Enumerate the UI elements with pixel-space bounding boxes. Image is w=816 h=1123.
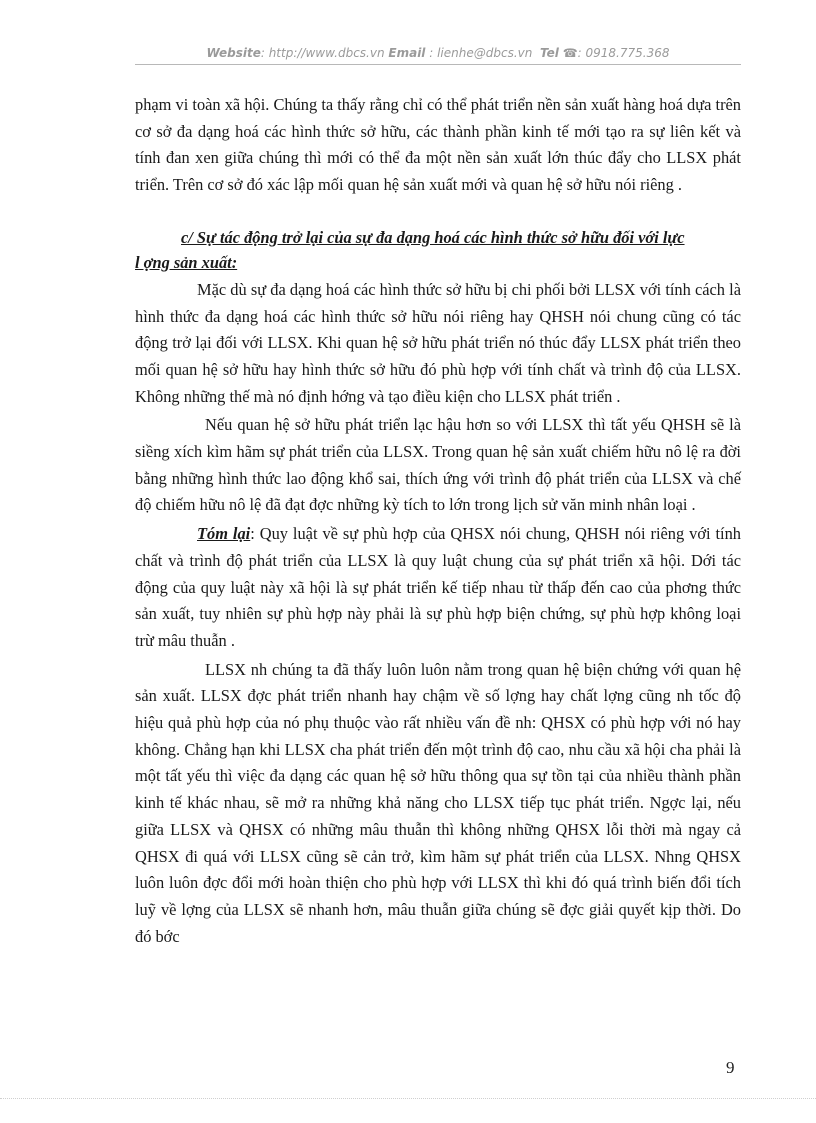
website-label: Website	[206, 46, 261, 60]
section-heading-line-2: l ợng sản xuất:	[135, 252, 238, 272]
section-heading-line-1: c/ Sự tác động trở lại của sự đa dạng hoá các hình thức sở hữu đối với lực	[181, 227, 685, 247]
page-header	[135, 46, 741, 65]
summary-text: : Quy luật về sự phù hợp của QHSX nói chung, QHSH nói riêng với tính chất và trình độ phát triển của LLSX là quy luật chung của sự phát triển xã hội. Dới tác động của quy luật này xã hội là sự phát triển kế tiếp nhau từ thấp đến cao của phơng thức sản xuất, tuy nhiên sự phù hợp này phải là sự phù hợp biện chứng, sự phù hợp không loại trừ mâu thuẫn .	[135, 524, 742, 650]
tel-label: Tel	[539, 46, 559, 60]
document-body	[135, 92, 741, 950]
footer-divider	[0, 1098, 816, 1099]
paragraph-5: LLSX nh chúng ta đã thấy luôn luôn nằm trong quan hệ biện chứng với quan hệ sản xuất. LLSX đợc phát triển nhanh hay chậm về số lợng hay chất lợng cũng nh tốc độ hiệu quả phù hợp của nó phụ thuộc vào rất nhiều vấn đề nh: QHSX có phù hợp với nó hay không. Chẳng hạn khi LLSX cha phát triển đến một trình độ cao, nhu cầu xã hội cha phải là một tất yếu thì việc đa dạng các quan hệ sở hữu thông qua sự tồn tại của nhiều thành phần kinh tế khác nhau, sẽ mở ra những khả năng cho LLSX tiếp tục phát triển. Ngợc lại, nếu giữa LLSX và QHSX có những mâu thuẫn thì không những QHSX lỗi thời mà ngay cả QHSX đi quá với LLSX cũng sẽ cản trở, kìm hãm sự phát triển của LLSX. Nhng QHSX luôn luôn đợc đổi mới hoàn thiện cho phù hợp với LLSX thì khi đó quá trình biến đổi tích luỹ về lợng của LLSX sẽ nhanh hơn, mâu thuẫn giữa chúng sẽ đợc giải quyết kịp thời. Do đó bớc	[135, 659, 741, 946]
section-heading	[135, 225, 741, 275]
paragraph-1: phạm vi toàn xã hội. Chúng ta thấy rằng chỉ có thể phát triển nền sản xuất hàng hoá dựa trên cơ sở đa dạng hoá các hình thức sở hữu, các thành phần kinh tế mới tạo ra sự liên kết và tính đan xen giữa chúng thì mới có thể đa một nền sản xuất lớn thúc đẩy cho LLSX phát triển. Trên cơ sở đó xác lập mối quan hệ sản xuất mới và quan hệ sở hữu nói riêng .	[135, 95, 741, 195]
email-value: : lienhe@dbcs.vn	[425, 46, 533, 60]
email-label: Email	[388, 46, 426, 60]
paragraph-2: Mặc dù sự đa dạng hoá các hình thức sở hữu bị chi phối bởi LLSX với tính cách là hình thức đa dạng hoá các hình thức sở hữu nói riêng hay QHSH nói chung cũng có tác động trở lại đối với LLSX. Khi quan hệ sở hữu phát triển nó thúc đẩy LLSX phát triển theo mối quan hệ sở hữu hay hình thức sở hữu đó phù hợp với tính chất và trình độ của LLSX. Không những thế mà nó định hớng và tạo điều kiện cho LLSX phát triển .	[135, 279, 741, 406]
summary-label: Tóm lại	[197, 524, 251, 544]
website-value: : http://www.dbcs.vn	[260, 46, 385, 60]
page-number: 9	[726, 1058, 735, 1077]
tel-value: ☎: 0918.775.368	[558, 46, 670, 60]
paragraph-4	[135, 521, 741, 655]
paragraph-3: Nếu quan hệ sở hữu phát triển lạc hậu hơn so với LLSX thì tất yếu QHSH sẽ là siềng xích kìm hãm sự phát triển của LLSX. Trong quan hệ sản xuất chiếm hữu nô lệ ra đời bằng những hình thức lao động khổ sai, thích ứng với trình độ phát triển của LLSX và chế độ chiếm hữu nô lệ đã đạt đợc những kỳ tích to lớn trong lịch sử văn minh nhân loại .	[135, 415, 741, 515]
